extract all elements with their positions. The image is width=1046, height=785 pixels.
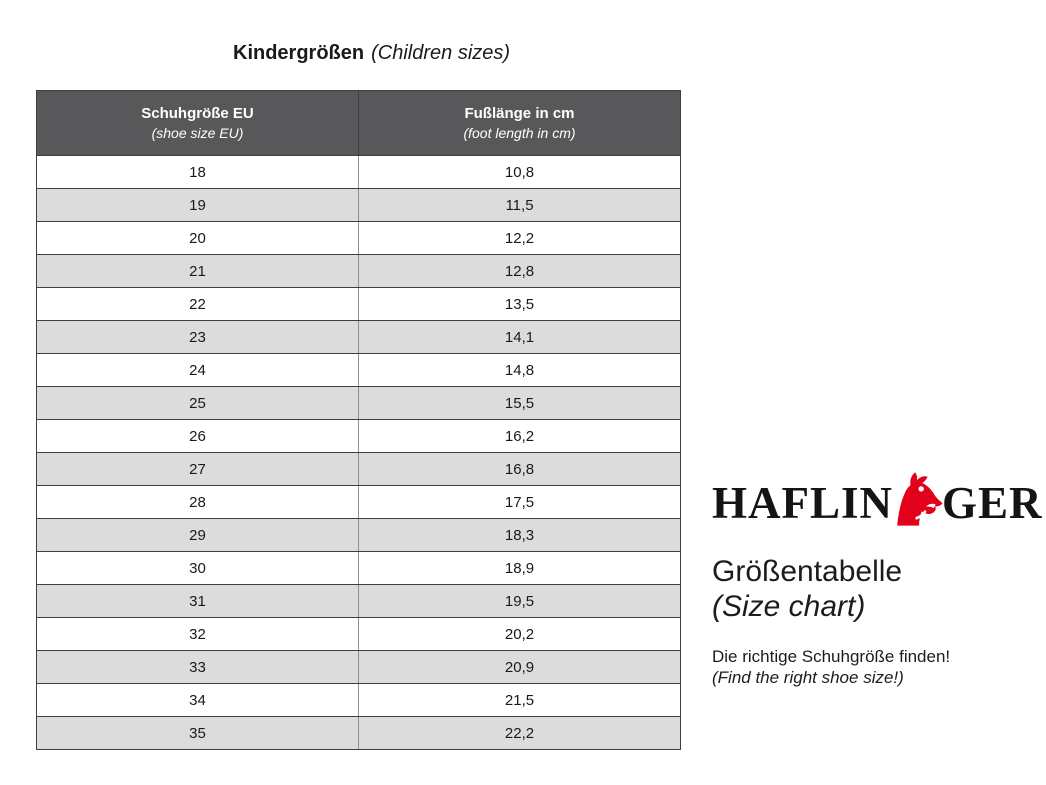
- horse-head-icon: [894, 472, 943, 526]
- cell-shoe-size: 28: [37, 486, 359, 519]
- finder-note-de: Die richtige Schuhgröße finden!: [712, 647, 951, 667]
- cell-foot-length: 10,8: [359, 156, 681, 189]
- cell-foot-length: 15,5: [359, 387, 681, 420]
- cell-foot-length: 14,1: [359, 321, 681, 354]
- table-row: [37, 189, 681, 222]
- cell-foot-length: 18,3: [359, 519, 681, 552]
- brand-logo-right: GER: [942, 477, 1043, 528]
- cell-shoe-size: 30: [37, 552, 359, 585]
- cell-foot-length: 22,2: [359, 717, 681, 750]
- cell-foot-length: 16,2: [359, 420, 681, 453]
- header-shoe-size: [37, 91, 359, 156]
- cell-shoe-size: 22: [37, 288, 359, 321]
- cell-foot-length: 21,5: [359, 684, 681, 717]
- cell-shoe-size: 18: [37, 156, 359, 189]
- cell-shoe-size: 32: [37, 618, 359, 651]
- cell-shoe-size: 31: [37, 585, 359, 618]
- brand-logo-left: HAFLIN: [712, 477, 894, 528]
- chart-heading: [712, 554, 1022, 624]
- size-table-body: [37, 156, 681, 750]
- size-table-header: [37, 91, 681, 156]
- cell-foot-length: 16,8: [359, 453, 681, 486]
- cell-shoe-size: 25: [37, 387, 359, 420]
- table-row: [37, 651, 681, 684]
- table-row: [37, 156, 681, 189]
- cell-foot-length: 12,2: [359, 222, 681, 255]
- cell-foot-length: 14,8: [359, 354, 681, 387]
- table-row: [37, 354, 681, 387]
- cell-shoe-size: 21: [37, 255, 359, 288]
- cell-foot-length: 17,5: [359, 486, 681, 519]
- cell-foot-length: 18,9: [359, 552, 681, 585]
- table-row: [37, 321, 681, 354]
- header-shoe-size-de: Schuhgröße EU: [141, 105, 254, 122]
- table-row: [37, 684, 681, 717]
- table-row: [37, 717, 681, 750]
- cell-shoe-size: 29: [37, 519, 359, 552]
- header-row: [37, 91, 681, 156]
- table-row: [37, 585, 681, 618]
- table-row: [37, 486, 681, 519]
- finder-note: [712, 646, 1022, 689]
- cell-foot-length: 20,9: [359, 651, 681, 684]
- cell-shoe-size: 23: [37, 321, 359, 354]
- table-row: [37, 519, 681, 552]
- cell-foot-length: 12,8: [359, 255, 681, 288]
- table-row: [37, 255, 681, 288]
- header-foot-length: [359, 91, 681, 156]
- header-foot-length-de: Fußlänge in cm: [464, 105, 575, 122]
- cell-foot-length: 19,5: [359, 585, 681, 618]
- table-row: [37, 288, 681, 321]
- cell-shoe-size: 26: [37, 420, 359, 453]
- cell-foot-length: 20,2: [359, 618, 681, 651]
- header-foot-length-en: (foot length in cm): [463, 125, 576, 141]
- cell-shoe-size: 20: [37, 222, 359, 255]
- chart-heading-en: (Size chart): [712, 590, 866, 624]
- table-row: [37, 387, 681, 420]
- cell-foot-length: 13,5: [359, 288, 681, 321]
- page-title-de: Kindergrößen: [233, 42, 365, 64]
- cell-shoe-size: 33: [37, 651, 359, 684]
- page-title-en: (Children sizes): [371, 42, 511, 64]
- cell-shoe-size: 19: [37, 189, 359, 222]
- cell-shoe-size: 34: [37, 684, 359, 717]
- page-title: [233, 42, 510, 64]
- brand-block: [712, 477, 1043, 689]
- cell-shoe-size: 27: [37, 453, 359, 486]
- cell-foot-length: 11,5: [359, 189, 681, 222]
- brand-logo: [712, 477, 1043, 528]
- header-shoe-size-en: (shoe size EU): [151, 125, 244, 141]
- table-row: [37, 222, 681, 255]
- table-row: [37, 618, 681, 651]
- finder-note-en: (Find the right shoe size!): [712, 668, 904, 688]
- table-row: [37, 453, 681, 486]
- cell-shoe-size: 35: [37, 717, 359, 750]
- table-row: [37, 420, 681, 453]
- chart-heading-de: Größentabelle: [712, 555, 903, 588]
- cell-shoe-size: 24: [37, 354, 359, 387]
- table-row: [37, 552, 681, 585]
- size-table: [36, 90, 681, 750]
